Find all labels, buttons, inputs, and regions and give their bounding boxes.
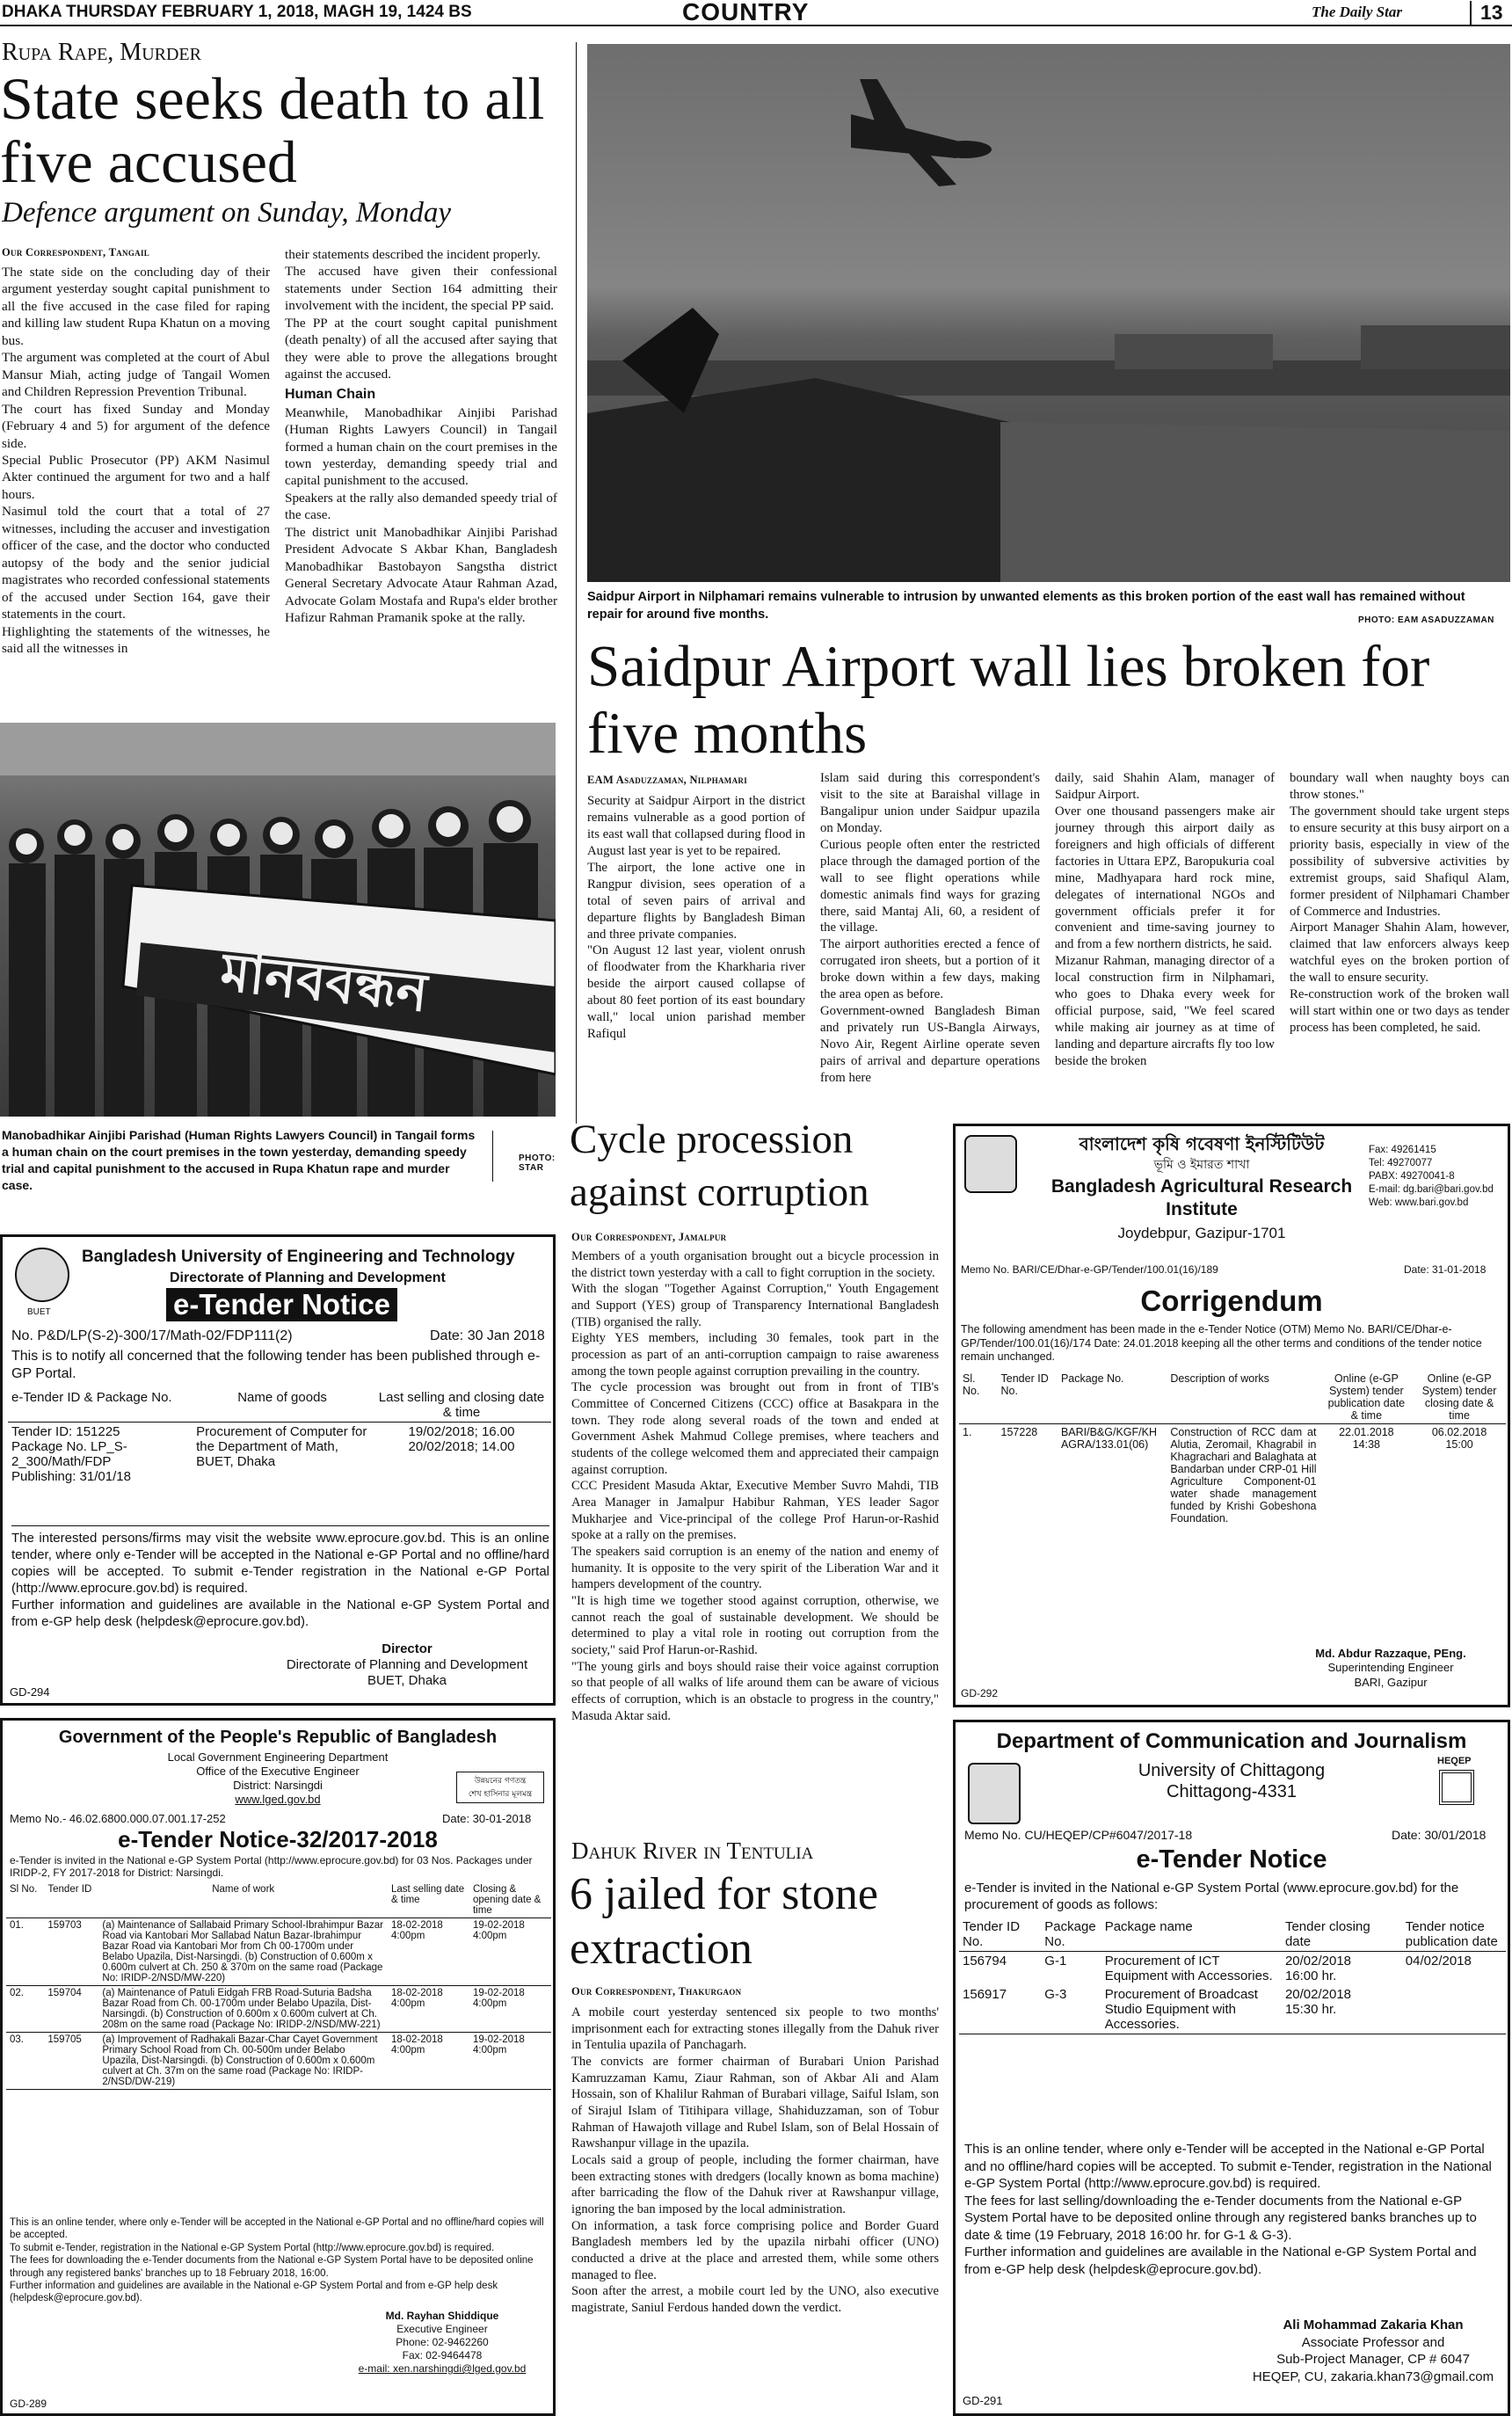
saidpur-col2: Islam said during this correspondent's visit to the site at Baraishal village in Bangalipur union under Saidpur upazila on Monday. Curious people often enter the restricted place through the damaged portion of the wall to see flight operations while domestic animals find ways for grazing there, said Mantaj Ali, 60, a resident of the village. The airport authorities erected a fence of corrugated iron sheets, but a portion of it broke down within a few days, making the area open as before. Government-owned Bangladesh Biman and privately run US-Bangla Airways, Novo Air, Regent Airline operate seven pairs of arrival and departure operations from here <box>820 771 1040 1085</box>
dahuk-kicker: Dahuk River in Tentulia <box>571 1837 814 1864</box>
cu-sign-contact: HEQEP, CU, zakaria.khan73@gmail.com <box>1252 2369 1494 2384</box>
buet-date: Date: 30 Jan 2018 <box>430 1328 545 1343</box>
cu-place: Chittagong-4331 <box>1167 1782 1297 1801</box>
lged-r3-sl: 03. <box>10 2034 24 2045</box>
cu-r1-id: 156794 <box>963 1954 1007 1968</box>
credit-label: PHOTO: <box>519 1153 556 1163</box>
masthead-mini: The Daily Star <box>1312 4 1402 20</box>
bari-col-close: Online (e-GP System) tender closing date & time <box>1421 1372 1497 1422</box>
bari-org-bn: বাংলাদেশ কৃষি গবেষণা ইনস্টিটিউট <box>1079 1133 1325 1154</box>
cu-heqep-label: HEQEP <box>1437 1756 1472 1766</box>
lged-title: e-Tender Notice-32/2017-2018 <box>118 1826 438 1852</box>
buet-ad <box>0 1234 556 1706</box>
rupa-story <box>0 39 563 716</box>
lged-web[interactable]: www.lged.gov.bd <box>235 1793 321 1806</box>
bari-table <box>959 1371 1506 1526</box>
cu-sign-title2: Sub-Project Manager, CP # 6047 <box>1276 2352 1470 2367</box>
cu-sign-title1: Associate Professor and <box>1301 2334 1445 2350</box>
cycle-byline: Our Correspondent, Jamalpur <box>571 1231 727 1243</box>
bari-cell-close: 06.02.2018 15:00 <box>1431 1426 1487 1451</box>
buet-gd: GD-294 <box>10 1685 50 1699</box>
bari-place: Joydebpur, Gazipur-1701 <box>1117 1225 1286 1241</box>
bari-org: Bangladesh Agricultural Research Institute <box>1050 1176 1353 1220</box>
saidpur-col1: Security at Saidpur Airport in the district remains vulnerable as a good portion of its east wall that collapsed during flood in August last year is yet to be repaired. The airport, the lone active one in Rangpur division, sees operation of a total of seven pairs of arrival and departure flights by Bangladesh Biman and three private companies. "On August 12 last year, violent onrush of floodwater from the Kharkharia river beside the airport caused collapse of about 80 feet portion of its east boundary wall," local union parishad member Rafiqul <box>587 794 805 1042</box>
dateline: DHAKA THURSDAY FEBRUARY 1, 2018, MAGH 19, 1424 BS <box>2 3 472 21</box>
heqep-icon <box>1439 1770 1474 1805</box>
buet-sign-line1: Directorate of Planning and Development <box>286 1657 528 1672</box>
buet-title: e-Tender Notice <box>166 1288 397 1321</box>
lged-r3-work: (a) Improvement of Radhakali Bazar-Char Cayet Government Primary School Road from Ch. 00-500m under Belabo Upazila, Dist-Narsingdi. (b) Construction of 0.600m x 0.600m culvert at Ch. 37m on the same road (Package No: IRIDP-2/NSD/DW-219) <box>102 2034 378 2087</box>
cu-notes: This is an online tender, where only e-Tender will be accepted in the National e-GP Portal and no offline/hard copies will be accepted. To submit e-Tender, registration in the National e-GP System Portal (http://www.eprocure.gov.bd) is required. The fees for last selling/downloading the e-Tender documents from the National e-GP System Portal have to be deposited online through any registered banks branches up to date & time (19 February, 2018 16:00 hr. for G-1 & G-3). Further information and guidelines are available in the National e-GP System Portal and from e-GP help desk (helpdesk@eprocure.gov.bd). <box>964 2142 1492 2277</box>
lged-col-closing: Closing & opening date & time <box>472 1884 542 1916</box>
lged-memo: Memo No.- 46.02.6800.000.07.001.17-252 <box>10 1812 226 1825</box>
lged-sign-title: Executive Engineer <box>396 2323 488 2335</box>
section-name: COUNTRY <box>682 0 810 25</box>
cu-r1-name: Procurement of ICT Equipment with Accessories. <box>1104 1954 1273 1983</box>
lged-r1-id: 159703 <box>47 1920 82 1931</box>
cycle-body: Members of a youth organisation brought out a bicycle procession in the district town yesterday with a call to fight corruption in the society. With the slogan "Together Against Corruption," Youth Engagement and Support (YES) group of Transparency International Bangladesh (TIB) organised the rally. Eighty YES members, including 30 females, took part in the procession as part of an anti-corruption campaign to raise awareness among the town people against corruption prevailing in the country. The cycle procession was brought out from in front of TIB's Committee of Concerned Citizens (CCC) office at Basakpara in the town. They rode along several roads of the town and ended at Government Ashek Mahmud College premises, where teachers and students of the college welcomed them and appreciated their campaign against corruption. CCC President Masuda Aktar, Executive Member Suvro Mahdi, TIB Area Manager in Jamalpur Habibur Rahman, YES leader Sagor Mukharjee and Vice-principal of the college Prof Harun-or-Rashid spoke at a rally on the premises. The speakers said corruption is an enemy of the nation and enemy of humanity. It is opposite to the very spirit of the Liberation War and it hampers development of the country. "It is high time we together stood against corruption, otherwise, we cannot reach the goal of sustainable development. We should be determined to play a vital role in rooting out corruption from the society," said Prof Harun-or-Rashid. "The young girls and boys should raise their voice against corruption so that people of all walks of life around them can be aware of vicious effects of corruption, which is an obstacle to progress in the country," Masuda Aktar said. <box>571 1249 939 1723</box>
airport-illustration <box>587 44 1510 582</box>
lged-email[interactable]: e-mail: xen.narshingdi@lged.gov.bd <box>358 2362 527 2375</box>
lged-org: Government of the People's Republic of Bangladesh <box>58 1728 498 1747</box>
buet-col-id: e-Tender ID & Package No. <box>11 1390 172 1405</box>
banner-text: মানববন্ধন <box>217 941 432 1025</box>
dahuk-byline: Our Correspondent, Thakurgaon <box>571 1985 742 1998</box>
buet-cell-goods: Procurement of Computer for the Department of Math, BUET, Dhaka <box>196 1424 367 1469</box>
rupa-col2 <box>285 246 557 716</box>
cu-col-pub: Tender notice publication date <box>1405 1919 1498 1949</box>
lged-r3-selling: 18-02-2018 4:00pm <box>390 2034 443 2056</box>
table-row <box>6 2033 551 2090</box>
table-row <box>959 1952 1506 1986</box>
cu-col-closing: Tender closing date <box>1284 1919 1370 1949</box>
rupa-col2a: their statements described the incident properly. The accused have given their confessional statements under Section 164 admitting their involvement with the incident, the special PP said. The PP at the court sought capital punishment (death penalty) of all the accused after saying that they were able to prove the allegations brought against the accused. <box>285 247 557 382</box>
cu-intro: e-Tender is invited in the National e-GP System Portal (www.eprocure.gov.bd) for the procurement of goods as follows: <box>964 1881 1459 1912</box>
human-chain-illustration <box>0 723 556 1117</box>
bari-title: Corrigendum <box>1140 1284 1323 1317</box>
rupa-col2b: Meanwhile, Manobadhikar Ainjibi Parishad (Human Rights Lawyers Council) in Tangail formed a human chain on the court premises in the town yesterday, demanding speedy trial and capital punishment to the accused. Speakers at the rally also demanded speedy trial of the case. The district unit Manobadhikar Ainjibi Parishad President Advocate S Akbar Khan, Bangladesh Manobadhikar Bastobayon Sangstha district General Secretary Advocate Ataur Rahman Azad, Advocate Golam Mostafa and Rupa's elder brother Hafizur Rahman Pramanik spoke at the rally. <box>285 404 557 626</box>
cu-date: Date: 30/01/2018 <box>1392 1828 1487 1842</box>
bari-cell-desc: Construction of RCC dam at Alutia, Zeromail, Khagrabil in Khagrachari and Balaghata at Bandarban under CRP-01 Hill Agriculture Component-01 water shade management funded by Krishi Gobeshona Foundation. <box>1170 1426 1317 1525</box>
subhead: Human Chain <box>285 386 376 402</box>
bari-cell-sl: 1. <box>963 1426 972 1438</box>
cu-r1-closing: 20/02/2018 16:00 hr. <box>1284 1954 1352 1983</box>
cycle-headline: Cycle procession against corruption <box>570 1117 869 1215</box>
buet-intro: This is to notify all concerned that the following tender has been published through e-GP Portal. <box>11 1349 541 1381</box>
dahuk-headline: 6 jailed for stone extraction <box>570 1869 878 1974</box>
buet-col-date: Last selling and closing date & time <box>378 1390 545 1420</box>
page-header <box>0 0 1512 26</box>
saidpur-headline: Saidpur Airport wall lies broken for five months <box>587 634 1430 766</box>
bari-sign-title: Superintending Engineer <box>1327 1661 1454 1675</box>
human-chain-credit <box>519 1153 563 1173</box>
cu-col-pkg: Package No. <box>1044 1919 1096 1949</box>
bari-col-pub: Online (e-GP System) tender publication date & time <box>1327 1372 1406 1422</box>
lged-notes: This is an online tender, where only e-Tender will be accepted in the National e-GP Portal and no offline/hard copies will be accepted. To submit e-Tender, registration in the National e-GP System Portal (http://www.eprocure.gov.bd) is required. The fees for downloading the e-Tender documents from the National e-GP System Portal have to be deposited online through any registered banks' branches up to 18 February 2018, 16:00. Further information and guidelines are available in the National e-GP System Portal and from e-GP help desk (helpdesk@eprocure.gov.bd). <box>10 2217 544 2304</box>
cu-uni: University of Chittagong <box>1138 1761 1326 1780</box>
bari-col-sl: Sl. No. <box>963 1372 980 1397</box>
lged-ad <box>0 1718 556 2416</box>
lged-col-id: Tender ID <box>47 1884 92 1895</box>
lged-sign <box>337 2310 548 2376</box>
buet-sign-line2: BUET, Dhaka <box>367 1673 447 1688</box>
lged-r3-id: 159705 <box>47 2034 82 2045</box>
credit-name: STAR <box>519 1163 544 1173</box>
saidpur-col4: boundary wall when naughty boys can throw stones." The government should take urgent steps to ensure security at this busy airport on a priority basis, especially in view of the possibility of subversive activities by extremist groups, said Shafiqul Alam, former president of Nilphamari Chamber of Commerce and Industries. Airport Manager Shahin Alam, however, claimed that law enforcers always keep watchful eyes on the broken portion of the wall to ensure security. Re-construction work of the broken wall will start within one or two days as tender process has been completed, he said. <box>1290 771 1509 1036</box>
bari-contact: Fax: 49261415 Tel: 49270077 PABX: 49270041-8 E-mail: dg.bari@bari.gov.bd Web: www.bari.gov.bd <box>1369 1145 1494 1208</box>
buet-sign-title: Director <box>382 1641 433 1656</box>
cu-col-id: Tender ID No. <box>963 1919 1021 1949</box>
bari-sign-place: BARI, Gazipur <box>1354 1675 1428 1689</box>
lged-r1-closing: 19-02-2018 4:00pm <box>472 1920 525 1941</box>
lged-dept: Local Government Engineering Department <box>167 1750 389 1764</box>
cu-table <box>959 1918 1506 2034</box>
table-row <box>959 1985 1506 2034</box>
lged-fax: Fax: 02-9464478 <box>402 2349 483 2361</box>
bari-sign <box>1281 1647 1501 1690</box>
page-number: 13 <box>1470 1 1503 25</box>
deck: Defence argument on Sunday, Monday <box>2 197 452 229</box>
buet-cell-id: Tender ID: 151225 Package No. LP_S-2_300/Math/FDP Publishing: 31/01/18 <box>11 1424 131 1484</box>
cu-dept: Department of Communication and Journalism <box>996 1729 1467 1753</box>
human-chain-caption: Manobadhikar Ainjibi Parishad (Human Rights Lawyers Council) in Tangail forms a human chain on the court premises in the town yesterday, demanding speedy trial and capital punishment to the accused in Rupa Khatun rape and murder case. <box>2 1128 476 1192</box>
bari-ad <box>953 1124 1510 1707</box>
airport-photo <box>587 44 1510 582</box>
lged-r1-sl: 01. <box>10 1920 24 1931</box>
buet-logo <box>15 1248 69 1302</box>
lged-r2-work: (a) Maintenance of Patuli Eidgah FRB Road-Suturia Badsha Bazar Road from Ch. 00-1700m under Belabo Upazila, Dist-Narsingdi. (b) Construction of 0.600m x 0.600m culvert at Ch. 208m on the same road (Package No: IRIDP-2/NSD/MW-221) <box>102 1988 381 2030</box>
buet-dept: Directorate of Planning and Development <box>170 1270 446 1285</box>
bari-cell-pkg: BARI/B&G/KGF/KHAGRA/133.01(06) <box>1060 1426 1157 1451</box>
table-row <box>6 1918 551 1986</box>
lged-phone: Phone: 02-9462260 <box>396 2336 489 2348</box>
airport-credit: PHOTO: EAM ASADUZZAMAN <box>1358 615 1494 625</box>
cu-col-name: Package name <box>1104 1919 1193 1934</box>
table-row <box>6 1986 551 2033</box>
buet-table <box>8 1388 551 1486</box>
dahuk-body: A mobile court yesterday sentenced six people to two months' imprisonment each for extracting stones illegally from the Dahuk river in Tentulia upazila of Panchagarh. The convicts are former chairman of Burabari Union Parishad Kamruzzaman Kamu, Ziaur Rahman, son of Akbar Ali and Alam Hossain, son of Khalilur Rahman of Burabari village, Saiful Islam, son of Sirajul Islam of Titihipara village, Shahiduzzaman, son of Tobur Rahman of Hawajoth village and Rubel Islam, son of Belal Hossain of Rawshanpur village in the upazila. Locals said a group of people, including the former chairman, have been extracting stones with dredgers (locally known as boma machine) after barricading the flow of the Dahuk river at Rawshanpur village, ignoring the ban imposed by the local administration. On information, a task force comprising police and Border Guard Bangladesh members led by the upazila nirbahi officer (UNO) conducted a drive at the place and arrested them, while some others managed to flee. Soon after the arrest, a mobile court led by the UNO, also executive magistrate, Saniul Ferdous handed down the verdict. <box>571 2005 939 2316</box>
cu-gd: GD-291 <box>963 2394 1003 2407</box>
kicker: Rupa Rape, Murder <box>2 39 201 66</box>
bari-cell-id: 157228 <box>1000 1426 1038 1438</box>
lged-slogan: উন্নয়নের গণতন্ত্র শেখ হাসিনার মূলমন্ত্র <box>456 1772 544 1803</box>
lged-table <box>6 1882 551 2090</box>
bari-intro: The following amendment has been made in the e-Tender Notice (OTM) Memo No. BARI/CE/Dhar-e-GP/Tender/100.01(16)/174 Date: 24.01.2018 keeping all the other terms and conditions of the tender notice remain unchanged. <box>961 1323 1482 1364</box>
lged-date: Date: 30-01-2018 <box>442 1812 532 1825</box>
credit-rule <box>492 1131 493 1182</box>
buet-cell-date: 19/02/2018; 16.00 20/02/2018; 14.00 <box>408 1424 515 1454</box>
rupa-col1: The state side on the concluding day of their argument yesterday sought capital punishment to all the five accused in the case filed for raping and killing law student Rupa Khatun on a moving bus. The argument was completed at the court of Abul Mansur Miah, acting judge of Tangail Women and Children Repression Prevention Tribunal. The court has fixed Sunday and Monday (February 4 and 5) for argument of the defence side. Special Public Prosecutor (PP) AKM Nasimul Akter continued the argument for two and a half hours. Nasimul told the court that a total of 27 witnesses, including the accuser and investigation officer of the case, and the doctor who conducted autopsy of the body and the senior judicial magistrates who recorded confessional statements of the accused under Section 164, gave their statements in the court. Highlighting the statements of the witnesses, he said all the witnesses in <box>2 265 270 656</box>
bari-sub-bn: ভূমি ও ইমারত শাখা <box>1153 1158 1250 1172</box>
lged-r2-id: 159704 <box>47 1988 82 1998</box>
cu-r2-pkg: G-3 <box>1044 1987 1067 2002</box>
lged-district: District: Narsingdi <box>233 1779 323 1792</box>
airplane-icon <box>851 79 992 186</box>
lged-col-sl: Sl No. <box>10 1884 38 1895</box>
cu-ad <box>953 1720 1510 2416</box>
lged-r2-closing: 19-02-2018 4:00pm <box>472 1988 525 2009</box>
buet-col-goods: Name of goods <box>237 1390 327 1405</box>
column-rule <box>576 42 577 1124</box>
buet-memo: No. P&D/LP(S-2)-300/17/Math-02/FDP111(2) <box>11 1328 293 1343</box>
bari-cell-pub: 22.01.2018 14:38 <box>1339 1426 1394 1451</box>
cu-title: e-Tender Notice <box>1136 1845 1327 1874</box>
table-row <box>959 1424 1506 1527</box>
bari-logo <box>964 1135 1017 1193</box>
airport-caption: Saidpur Airport in Nilphamari remains vulnerable to intrusion by unwanted elements as this broken portion of the east wall has remained without repair for around five months. <box>587 590 1465 622</box>
lged-gd: GD-289 <box>10 2398 47 2410</box>
lged-r2-selling: 18-02-2018 4:00pm <box>390 1988 443 2009</box>
lged-intro: e-Tender is invited in the National e-GP System Portal (http://www.eprocure.gov.bd) for 03 Nos. Packages under IRIDP-2, FY 2017-2018 for District: Narsingdi. <box>10 1854 533 1880</box>
lged-r1-work: (a) Maintenance of Sallabaid Primary School-Ibrahimpur Bazar Road via Kantobari Mor Sallabad Natun Bazar-Ibrahimpur Bazar Road via Kantobari Mor from Ch 00-1700m under Belabo Upazila, Dist-Narsingdi. (b) Construction of 0.600m x 0.600m culvert at Ch. 250 & 370m on the same road (Package No: IRIDP-2/NSD/MW-220) <box>102 1920 383 1983</box>
bari-col-id: Tender ID No. <box>1000 1372 1049 1397</box>
bari-col-desc: Description of works <box>1170 1372 1269 1385</box>
bari-gd: GD-292 <box>961 1687 999 1699</box>
buet-logo-label: BUET <box>27 1307 51 1317</box>
cu-r2-id: 156917 <box>963 1987 1007 2002</box>
lged-col-work: Name of work <box>212 1884 275 1895</box>
cu-r2-pub <box>1402 1985 1506 2034</box>
saidpur-byline: EAM Asaduzzaman, Nilphamari <box>587 774 748 786</box>
table-row <box>8 1423 551 1487</box>
saidpur-col3: daily, said Shahin Alam, manager of Saidpur Airport. Over one thousand passengers make air journey through this airport daily as foreigners and high officials of different factories in Uttara EPZ, Baropukuria coal mine, Madhyapara hard rock mine, delegates of international NGOs and government officials prefer it for convenient and time-saving journey to and from a few northern districts, he said. Mizanur Rahman, managing director of a local construction firm in Nilphamari, who goes to Dhaka every week for official purpose, said, "We feel scared while making air journey as at time of landing and departure aircrafts fly too low beside the broken <box>1055 771 1275 1068</box>
cu-r2-closing: 20/02/2018 15:30 hr. <box>1284 1987 1352 2017</box>
cu-sign <box>1246 2317 1501 2385</box>
headline: State seeks death to all five accused <box>0 67 545 193</box>
buet-notes: The interested persons/firms may visit the website www.eprocure.gov.bd. This is an online tender, where only e-Tender will be accepted in the National e-GP Portal and no offline/hard copies will be accepted. To submit e-Tender registration in the National e-GP Portal (http://www.eprocure.gov.bd) is required. Further information and guidelines are available in the National e-GP System Portal and from e-GP help desk (helpdesk@eprocure.gov.bd). <box>11 1525 549 1630</box>
lged-office: Office of the Executive Engineer <box>196 1765 360 1778</box>
cu-logo <box>968 1763 1021 1824</box>
cu-r2-name: Procurement of Broadcast Studio Equipment with Accessories. <box>1104 1987 1258 2032</box>
bari-date: Date: 31-01-2018 <box>1404 1263 1487 1276</box>
bari-sign-name: Md. Abdur Razzaque, PEng. <box>1315 1647 1466 1660</box>
buet-org: Bangladesh University of Engineering and Technology <box>82 1248 515 1266</box>
bari-col-pkg: Package No. <box>1060 1372 1124 1385</box>
byline: Our Correspondent, Tangail <box>2 246 150 258</box>
cu-memo: Memo No. CU/HEQEP/CP#6047/2017-18 <box>964 1828 1193 1842</box>
lged-sign-name: Md. Rayhan Shiddique <box>385 2310 499 2322</box>
lged-r2-sl: 02. <box>10 1988 24 1998</box>
buet-sign <box>266 1641 548 1689</box>
bari-memo: Memo No. BARI/CE/Dhar-e-GP/Tender/100.01(16)/189 <box>961 1263 1218 1276</box>
cu-sign-name: Ali Mohammad Zakaria Khan <box>1283 2318 1464 2332</box>
lged-r3-closing: 19-02-2018 4:00pm <box>472 2034 525 2056</box>
lged-col-selling: Last selling date & time <box>390 1884 465 1905</box>
human-chain-photo <box>0 723 556 1117</box>
cu-r1-pub: 04/02/2018 <box>1405 1954 1472 1968</box>
lged-r1-selling: 18-02-2018 4:00pm <box>390 1920 443 1941</box>
cu-r1-pkg: G-1 <box>1044 1954 1067 1968</box>
